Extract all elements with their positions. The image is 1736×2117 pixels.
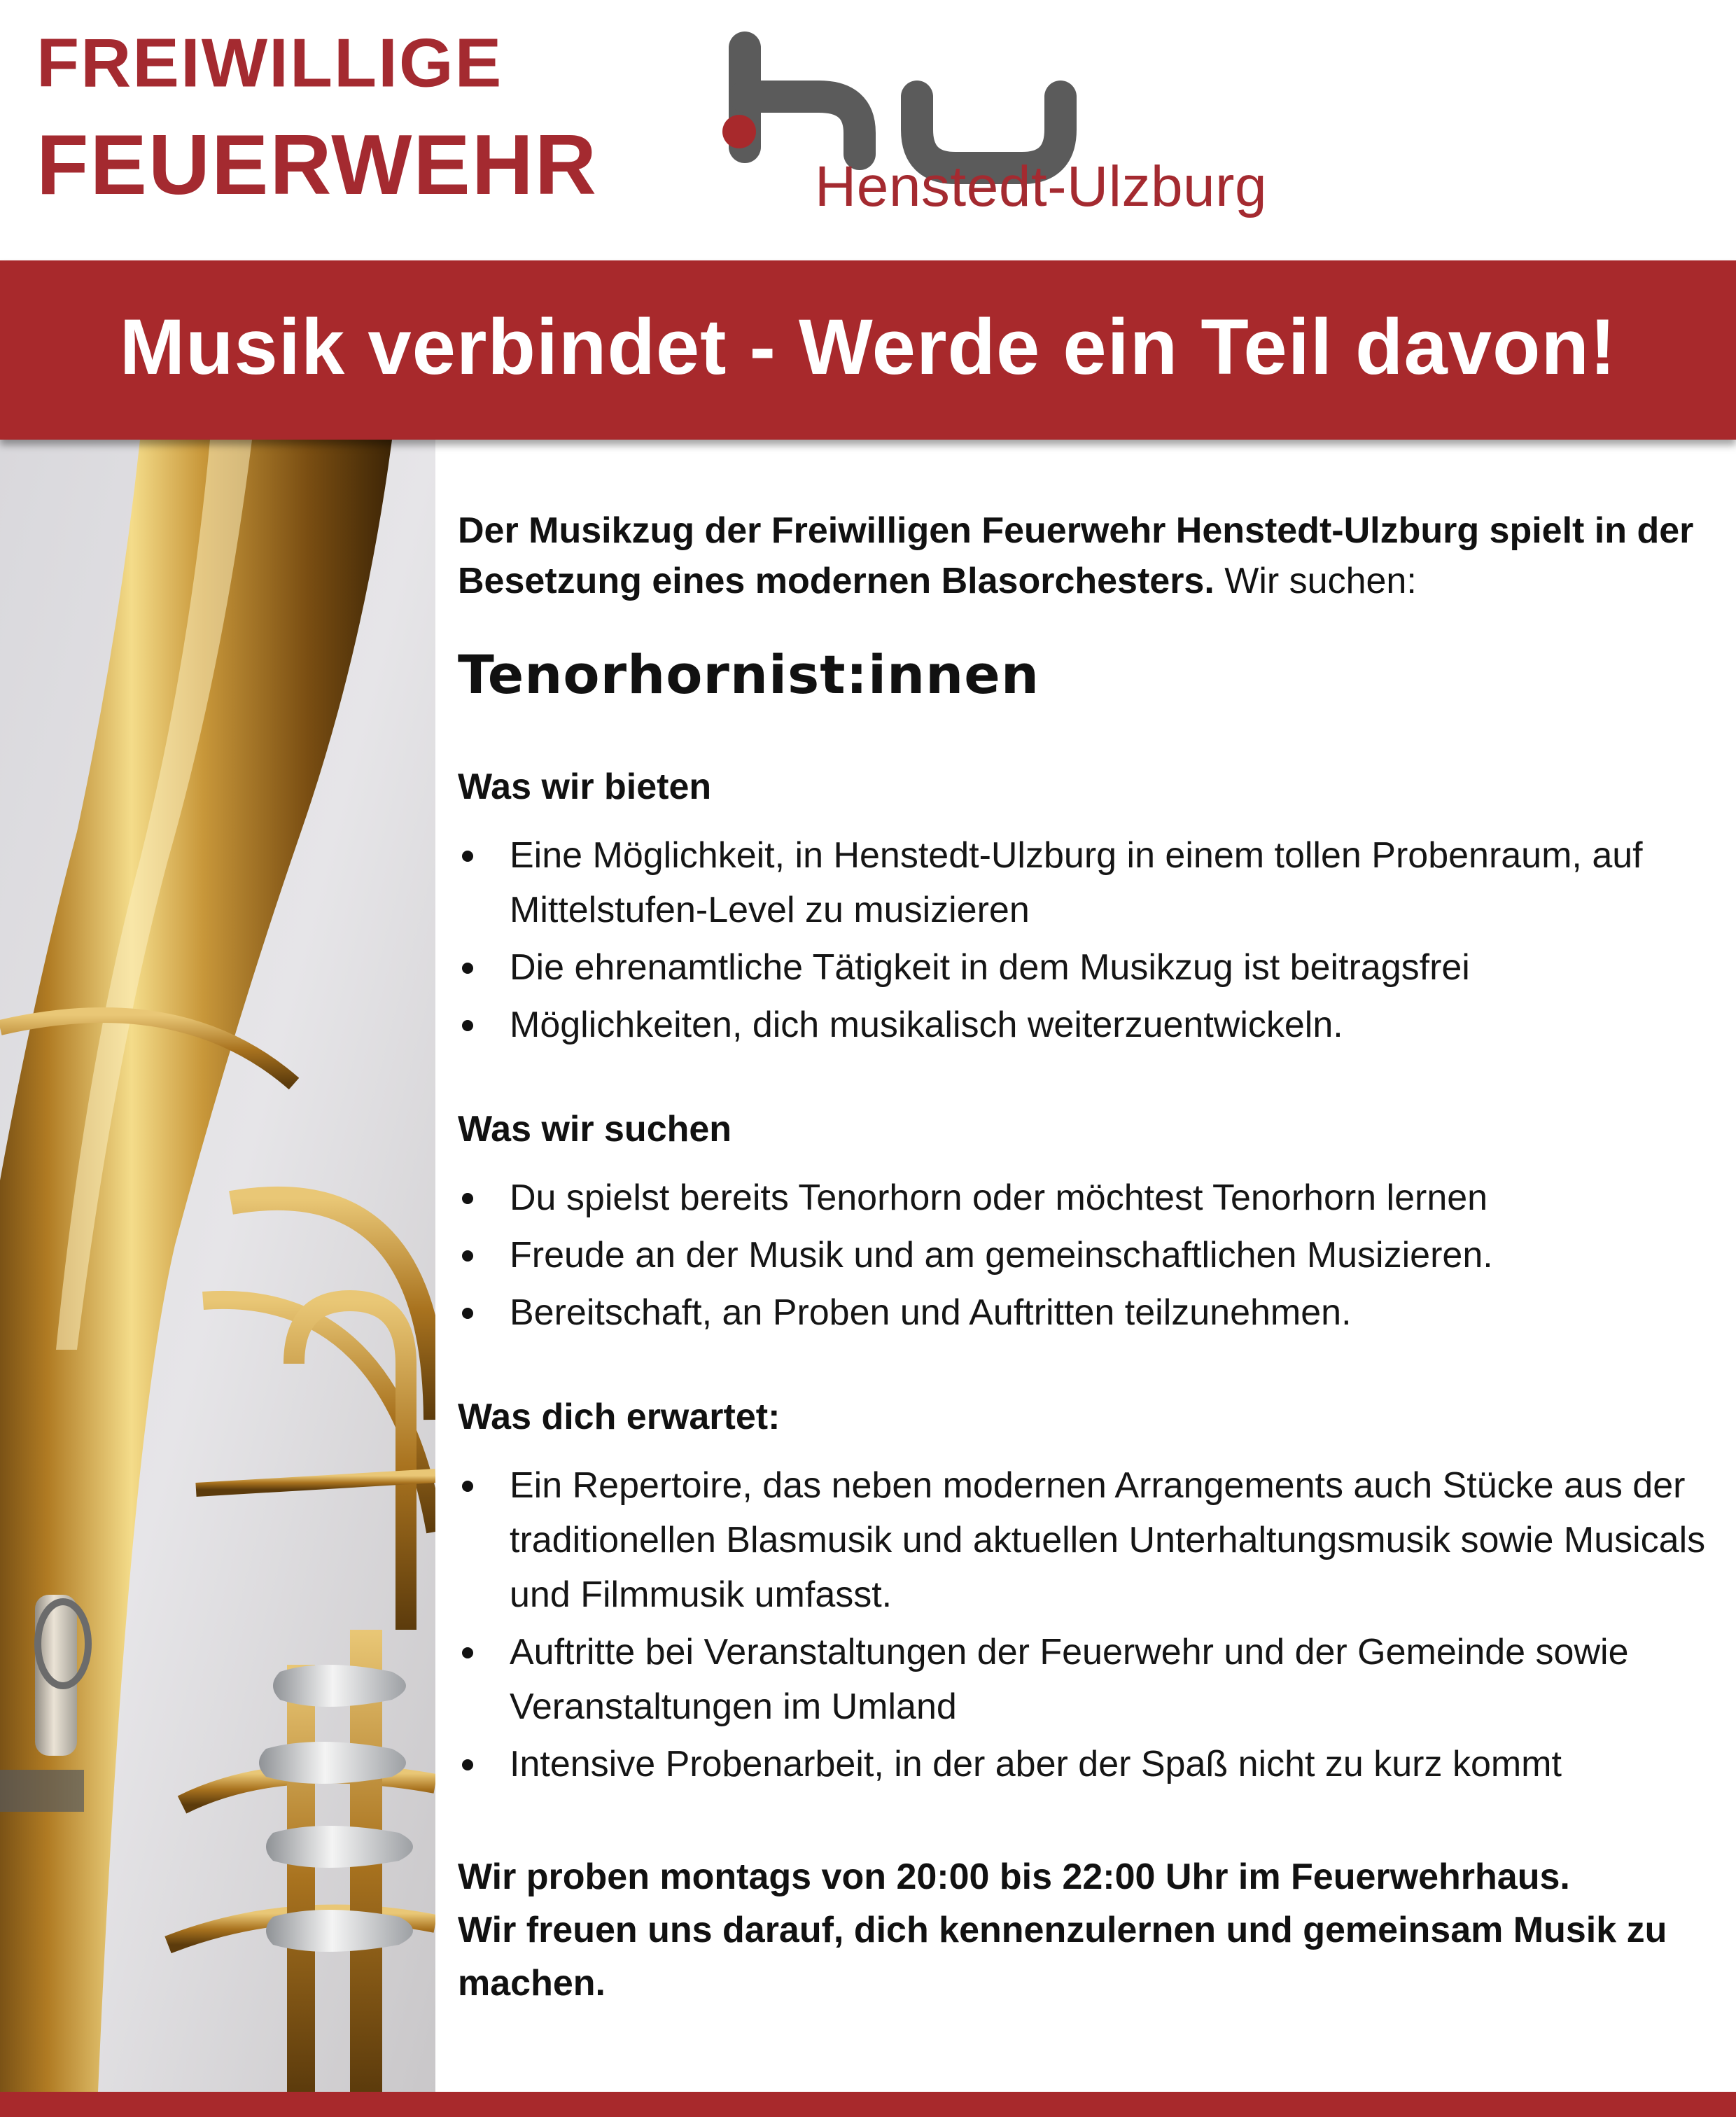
seek-list — [458, 1171, 1718, 1340]
org-name-line1: FREIWILLIGE — [36, 25, 503, 102]
expect-list — [458, 1458, 1718, 1791]
section-title-offer: Was wir bieten — [458, 766, 712, 807]
intro-bold-text: Der Musikzug der Freiwilligen Feuerwehr Henstedt-Ulzburg spielt in der Besetzung eines modernen Blasorchesters. — [458, 510, 1694, 601]
org-name-line2: FEUERWEHR — [36, 117, 598, 212]
intro-paragraph — [458, 505, 1718, 606]
list-item: Du spielst bereits Tenorhorn oder möchtest Tenorhorn lernen — [458, 1171, 1718, 1225]
list-item: Eine Möglichkeit, in Henstedt-Ulzburg in einem tollen Probenraum, auf Mittelstufen-Level zu musizieren — [458, 828, 1718, 937]
headline-banner — [0, 260, 1736, 440]
list-item: Die ehrenamtliche Tätigkeit in dem Musikzug ist beitragsfrei — [458, 940, 1718, 995]
list-item: Auftritte bei Veranstaltungen der Feuerwehr und der Gemeinde sowie Veranstaltungen im Umland — [458, 1625, 1718, 1734]
page-header — [0, 0, 1736, 259]
closing-line-2: Wir freuen uns darauf, dich kennenzulernen und gemeinsam Musik zu machen. — [458, 1910, 1667, 2004]
footer-bar — [0, 2092, 1736, 2117]
list-item: Bereitschaft, an Proben und Auftritten teilzunehmen. — [458, 1285, 1718, 1340]
section-title-expect: Was dich erwartet: — [458, 1396, 780, 1437]
list-item: Ein Repertoire, das neben modernen Arrangements auch Stücke aus der traditionellen Blasmusik und aktuellen Unterhaltungsmusik sowie Musicals und Filmmusik umfasst. — [458, 1458, 1718, 1622]
closing-statement — [458, 1850, 1718, 2010]
intro-regular-text: Wir suchen: — [1214, 561, 1417, 601]
offer-list — [458, 828, 1718, 1052]
tenor-horn-image — [0, 440, 435, 2092]
freiwillige-feuerwehr-logo — [36, 25, 598, 212]
tenor-horn-photo — [0, 440, 435, 2092]
role-title: Tenorhornist:innen — [458, 643, 1040, 706]
main-content — [458, 505, 1718, 2010]
closing-line-1: Wir proben montags von 20:00 bis 22:00 Uhr im Feuerwehrhaus. — [458, 1857, 1570, 1898]
list-item: Möglichkeiten, dich musikalisch weiterzuentwickeln. — [458, 998, 1718, 1052]
list-item: Freude an der Musik und am gemeinschaftlichen Musizieren. — [458, 1228, 1718, 1283]
municipality-name: Henstedt-Ulzburg — [815, 155, 1268, 218]
list-item: Intensive Probenarbeit, in der aber der Spaß nicht zu kurz kommt — [458, 1737, 1718, 1791]
section-title-seek: Was wir suchen — [458, 1108, 732, 1150]
banner-headline: Musik verbindet - Werde ein Teil davon! — [119, 303, 1617, 391]
